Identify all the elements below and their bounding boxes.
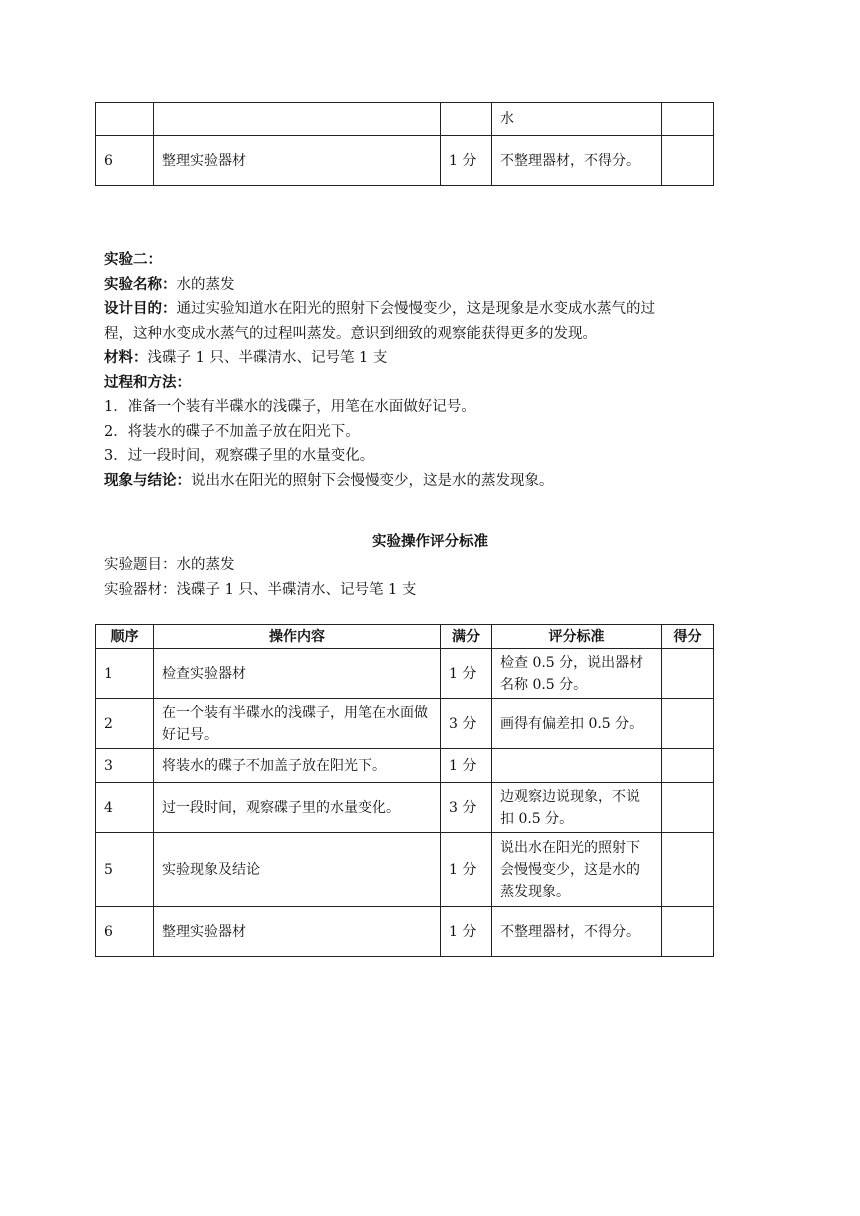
score-cell: 1 分 bbox=[441, 136, 492, 186]
order-cell: 2 bbox=[96, 699, 154, 749]
score-cell: 3 分 bbox=[441, 699, 492, 749]
order-cell: 6 bbox=[96, 136, 154, 186]
purpose-text-1: 通过实验知道水在阳光的照射下会慢慢变少，这是现象是水变成水蒸气的过 bbox=[176, 301, 655, 317]
points-cell bbox=[662, 783, 714, 833]
points-cell bbox=[662, 136, 714, 186]
conclusion bbox=[104, 469, 744, 494]
content-cell: 在一个装有半碟水的浅碟子，用笔在水面做好记号。 bbox=[154, 699, 441, 749]
materials bbox=[104, 346, 744, 371]
step-2: 2．将装水的碟子不加盖子放在阳光下。 bbox=[104, 423, 360, 440]
criteria-cell: 水 bbox=[492, 103, 662, 136]
points-cell bbox=[662, 649, 714, 699]
score-cell: 1 分 bbox=[441, 907, 492, 957]
criteria-cell: 画得有偏差扣 0.5 分。 bbox=[492, 699, 662, 749]
content-cell: 实验现象及结论 bbox=[154, 833, 441, 907]
order-cell: 3 bbox=[96, 749, 154, 783]
step-1: 1．准备一个装有半碟水的浅碟子，用笔在水面做好记号。 bbox=[104, 399, 476, 415]
table-row bbox=[96, 907, 714, 957]
score-cell bbox=[441, 103, 492, 136]
experiment-heading: 实验二： bbox=[104, 252, 162, 268]
previous-rubric-table bbox=[95, 102, 714, 186]
points-cell bbox=[662, 907, 714, 957]
materials-label: 材料： bbox=[104, 350, 148, 366]
criteria-cell: 边观察边说现象，不说扣 0.5 分。 bbox=[492, 783, 662, 833]
table-row bbox=[96, 136, 714, 186]
criteria-cell: 检查 0.5 分，说出器材名称 0.5 分。 bbox=[492, 649, 662, 699]
table-row bbox=[96, 833, 714, 907]
points-cell bbox=[662, 833, 714, 907]
experiment-name bbox=[104, 273, 744, 298]
purpose-line-2: 程，这种水变成水蒸气的过程叫蒸发。意识到细致的观察能获得更多的发现。 bbox=[104, 325, 597, 342]
rubric-topic: 实验题目：水的蒸发 bbox=[104, 557, 235, 573]
rubric-equipment: 实验器材：浅碟子 1 只、半碟清水、记号笔 1 支 bbox=[104, 582, 417, 598]
content-cell: 过一段时间，观察碟子里的水量变化。 bbox=[154, 783, 441, 833]
score-cell: 1 分 bbox=[441, 833, 492, 907]
purpose-label: 设计目的： bbox=[104, 301, 177, 317]
order-cell: 4 bbox=[96, 783, 154, 833]
criteria-cell: 不整理器材，不得分。 bbox=[492, 907, 662, 957]
criteria-cell: 说出水在阳光的照射下会慢慢变少，这是水的蒸发现象。 bbox=[492, 833, 662, 907]
criteria-cell bbox=[492, 749, 662, 783]
table-header-row bbox=[96, 625, 714, 649]
order-cell: 6 bbox=[96, 907, 154, 957]
header-points: 得分 bbox=[662, 625, 714, 649]
order-cell: 5 bbox=[96, 833, 154, 907]
conclusion-label: 现象与结论： bbox=[104, 472, 191, 489]
header-criteria: 评分标准 bbox=[492, 625, 662, 649]
header-score: 满分 bbox=[441, 625, 492, 649]
score-cell: 1 分 bbox=[441, 749, 492, 783]
step-3: 3．过一段时间，观察碟子里的水量变化。 bbox=[104, 448, 375, 464]
criteria-cell: 不整理器材，不得分。 bbox=[492, 136, 662, 186]
score-cell: 1 分 bbox=[441, 649, 492, 699]
table-row bbox=[96, 749, 714, 783]
header-order: 顺序 bbox=[96, 625, 154, 649]
table-row bbox=[96, 783, 714, 833]
table-row bbox=[96, 699, 714, 749]
conclusion-value: 说出水在阳光的照射下会慢慢变少，这是水的蒸发现象。 bbox=[191, 472, 554, 489]
content-cell: 将装水的碟子不加盖子放在阳光下。 bbox=[154, 749, 441, 783]
rubric-title: 实验操作评分标准 bbox=[372, 534, 488, 550]
score-cell: 3 分 bbox=[441, 783, 492, 833]
points-cell bbox=[662, 699, 714, 749]
order-cell: 1 bbox=[96, 649, 154, 699]
experiment-section bbox=[104, 248, 744, 493]
points-cell bbox=[662, 103, 714, 136]
rubric-table bbox=[95, 624, 714, 957]
content-cell: 整理实验器材 bbox=[154, 136, 441, 186]
name-label: 实验名称： bbox=[104, 276, 177, 293]
materials-value: 浅碟子 1 只、半碟清水、记号笔 1 支 bbox=[147, 350, 388, 366]
table-row bbox=[96, 649, 714, 699]
content-cell: 检查实验器材 bbox=[154, 649, 441, 699]
points-cell bbox=[662, 749, 714, 783]
process-label: 过程和方法： bbox=[104, 374, 191, 391]
order-cell bbox=[96, 103, 154, 136]
purpose-line-1 bbox=[104, 297, 744, 322]
header-content: 操作内容 bbox=[154, 625, 441, 649]
name-value: 水的蒸发 bbox=[176, 276, 235, 293]
content-cell bbox=[154, 103, 441, 136]
content-cell: 整理实验器材 bbox=[154, 907, 441, 957]
table-row bbox=[96, 103, 714, 136]
